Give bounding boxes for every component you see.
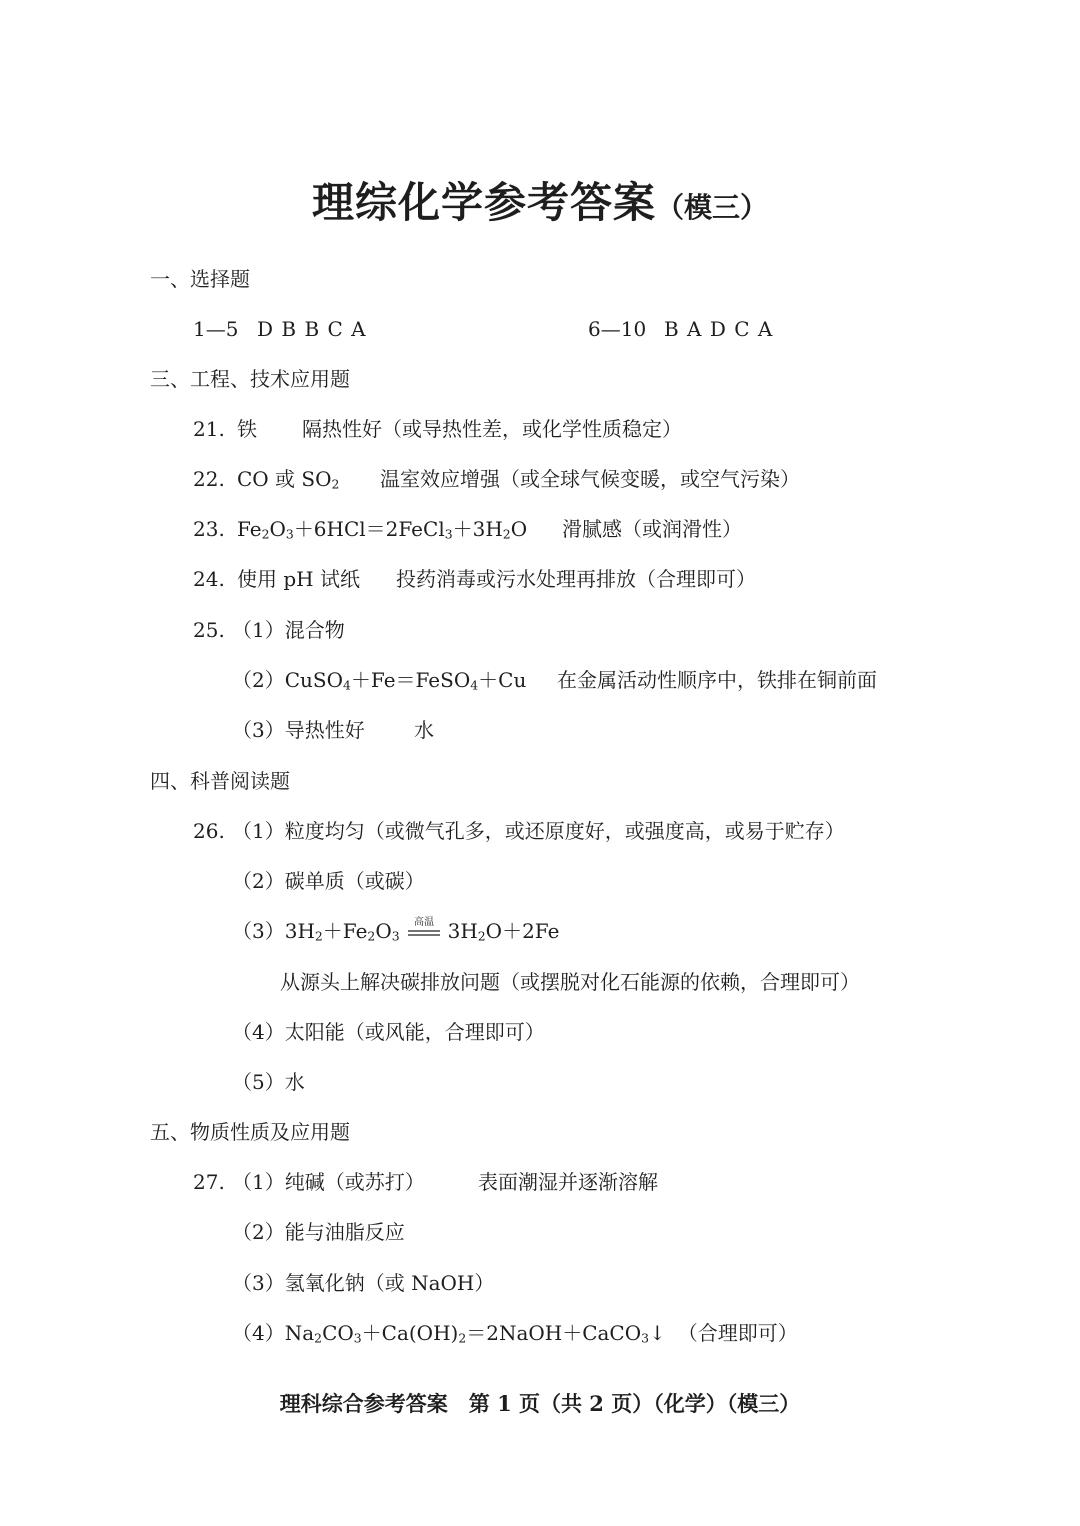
q27-part-1-b: 表面潮湿并逐渐溶解 — [478, 1170, 658, 1194]
q22-answer-2: 温室效应增强（或全球气候变暖，或空气污染） — [380, 467, 800, 491]
q21-number: 21. — [193, 417, 225, 441]
choice-range-2: 6—10 — [588, 317, 647, 341]
q25-part-2: （2）CuSO$_4$＋Fe＝FeSO$_4$＋Cu — [232, 668, 527, 693]
section-heading-reading: 四、科普阅读题 — [150, 769, 290, 793]
q26-number: 26. — [193, 819, 225, 843]
q21-answer-2: 隔热性好（或导热性差，或化学性质稳定） — [302, 417, 682, 441]
q26-part-4: （4）太阳能（或风能，合理即可） — [232, 1020, 545, 1044]
title-main: 理综化学参考答案 — [311, 178, 656, 227]
reaction-condition-sign — [406, 915, 442, 943]
q23-equation: $Fe_2O_3+6HCl=2FeCl_3+3H_2O$ — [237, 517, 528, 542]
q23-answer-2: 滑腻感（或润滑性） — [562, 517, 742, 541]
q27-part-3: （3）氢氧化钠（或 NaOH） — [232, 1271, 495, 1295]
q25-number: 25. — [193, 618, 225, 642]
page-footer: 理科综合参考答案 第 1 页（共 2 页）（化学）（模三） — [279, 1391, 801, 1416]
q25-part-3: （3）导热性好 — [232, 718, 365, 742]
q25-part-1: （1）混合物 — [232, 618, 345, 642]
q25-part-3-b: 水 — [414, 718, 434, 742]
q22-answer-1: CO 或 $SO_2$ — [237, 467, 340, 492]
q27-part-1: （1）纯碱（或苏打） — [232, 1170, 425, 1194]
q21-answer-1: 铁 — [237, 417, 257, 441]
section-heading-properties: 五、物质性质及应用题 — [150, 1120, 350, 1144]
q26-part-3-note: 从源头上解决碳排放问题（或摆脱对化石能源的依赖，合理即可） — [280, 970, 860, 994]
section-heading-choice: 一、选择题 — [150, 267, 250, 291]
q27-part-2: （2）能与油脂反应 — [232, 1220, 405, 1244]
q24-answer-1: 使用 pH 试纸 — [237, 567, 360, 591]
q26-part-3-equation: $(3)3H_2+Fe_2O_3$ 高温 $3H_2O+2Fe$ — [232, 916, 560, 944]
q26-part-2: （2）碳单质（或碳） — [232, 869, 425, 893]
q27-part-4: $(4)Na_2CO_3+Ca(OH)_2=2NaOH+CaCO_3↓$ （合理即可） — [232, 1321, 798, 1346]
choice-answers-2: B A D C A — [664, 317, 774, 341]
q23-number: 23. — [193, 517, 225, 541]
choice-range-1: 1—5 — [193, 317, 239, 341]
page-title — [0, 170, 1080, 230]
q22-number: 22. — [193, 467, 225, 491]
title-sub: （模三） — [656, 191, 769, 224]
q24-number: 24. — [193, 567, 225, 591]
choice-answers-1: D B B C A — [257, 317, 367, 341]
q25-part-2-reason: 在金属活动性顺序中，铁排在铜前面 — [557, 668, 877, 692]
reaction-condition-text: 高温 — [413, 916, 434, 928]
section-heading-engineering: 三、工程、技术应用题 — [150, 367, 350, 391]
q24-answer-2: 投药消毒或污水处理再排放（合理即可） — [396, 567, 756, 591]
q26-part-1: （1）粒度均匀（或微气孔多，或还原度好，或强度高，或易于贮存） — [232, 819, 845, 843]
q27-number: 27. — [193, 1170, 225, 1194]
q26-part-5: （5）水 — [232, 1070, 305, 1094]
